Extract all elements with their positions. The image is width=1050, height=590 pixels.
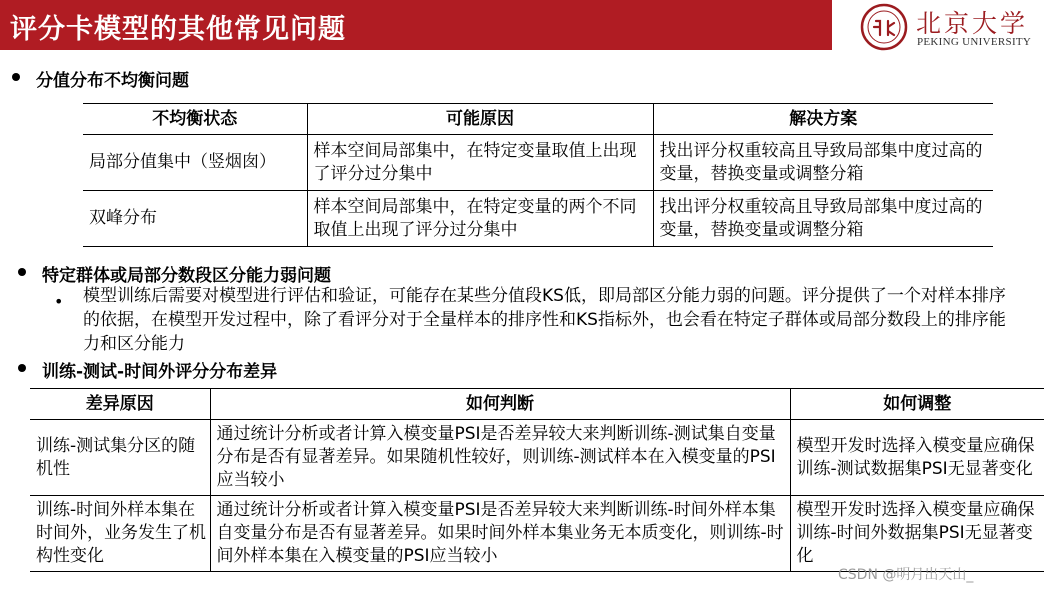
section3-heading: 训练-测试-时间外评分分布差异	[42, 362, 278, 382]
table-cell: 局部分值集中（竖烟囱）	[83, 135, 307, 191]
university-logo	[860, 3, 1050, 53]
column-header: 不均衡状态	[83, 104, 307, 135]
table-cell: 通过统计分析或者计算入模变量PSI是否差异较大来判断训练-测试集自变量分布是否有显著差异。如果随机性较好，则训练-测试样本在入模变量的PSI应当较小	[210, 420, 790, 496]
bullet-dot	[18, 268, 26, 276]
section1-heading: 分值分布不均衡问题	[36, 71, 189, 91]
table-header-row	[83, 104, 993, 135]
bullet-dot	[12, 73, 20, 81]
table-cell: 双峰分布	[83, 191, 307, 247]
column-header: 如何调整	[790, 389, 1044, 420]
table-cell: 训练-测试集分区的随机性	[30, 420, 210, 496]
slide-title: 评分卡模型的其他常见问题	[10, 14, 346, 45]
table-cell: 通过统计分析或者计算入模变量PSI是否差异较大来判断训练-时间外样本集自变量分布是否有显著差异。如果时间外样本集业务无本质变化，则训练-时间外样本集在入模变量的PSI应当较小	[210, 496, 790, 572]
sub-bullet-icon: •	[54, 292, 64, 311]
column-header: 可能原因	[307, 104, 653, 135]
table-row	[30, 420, 1044, 496]
logo-english-name: PEKING UNIVERSITY	[917, 36, 1032, 48]
section2-paragraph: 模型训练后需要对模型进行评估和验证，可能存在某些分值段KS低，即局部区分能力弱的问题。评分提供了一个对样本排序的依据，在模型开发过程中，除了看评分对于全量样本的排序性和KS指标外，也会看在特定子群体或局部分数段上的排序能力和区分能力	[83, 286, 1006, 354]
imbalance-table	[83, 103, 993, 247]
section2-heading: 特定群体或局部分数段区分能力弱问题	[42, 266, 331, 286]
table-row	[30, 496, 1044, 572]
table-cell: 模型开发时选择入模变量应确保训练-时间外数据集PSI无显著变化	[790, 496, 1044, 572]
table-cell: 样本空间局部集中，在特定变量的两个不同取值上出现了评分过分集中	[307, 191, 653, 247]
table-cell: 模型开发时选择入模变量应确保训练-测试数据集PSI无显著变化	[790, 420, 1044, 496]
bullet-dot	[18, 364, 26, 372]
table-cell: 找出评分权重较高且导致局部集中度过高的变量，替换变量或调整分箱	[653, 135, 993, 191]
table-header-row	[30, 389, 1044, 420]
column-header: 解决方案	[653, 104, 993, 135]
logo-chinese-name: 北京大学	[916, 9, 1029, 38]
table-cell: 样本空间局部集中，在特定变量取值上出现了评分过分集中	[307, 135, 653, 191]
title-bar	[0, 0, 832, 50]
watermark: CSDN @明月出天山_	[838, 567, 974, 583]
distribution-difference-table	[30, 388, 1044, 572]
table-cell: 找出评分权重较高且导致局部集中度过高的变量，替换变量或调整分箱	[653, 191, 993, 247]
table-row	[83, 135, 993, 191]
table-row	[83, 191, 993, 247]
column-header: 差异原因	[30, 389, 210, 420]
table-cell: 训练-时间外样本集在时间外，业务发生了机构性变化	[30, 496, 210, 572]
column-header: 如何判断	[210, 389, 790, 420]
university-seal-icon	[860, 3, 908, 51]
